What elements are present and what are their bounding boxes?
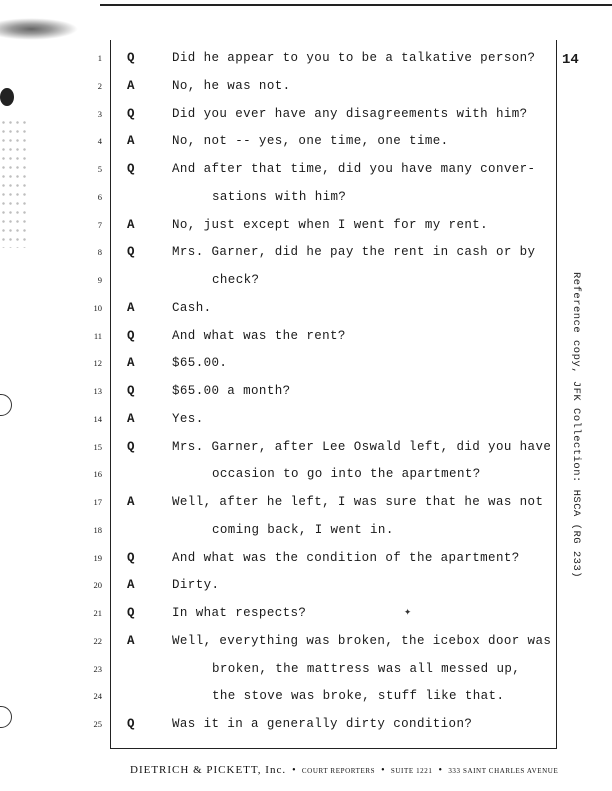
speaker-label: A	[127, 495, 135, 509]
footer	[130, 764, 558, 776]
line-number: 16	[93, 469, 102, 480]
line-number: 24	[93, 691, 102, 702]
transcript-line	[0, 159, 612, 179]
footer-suite: SUITE 1221	[390, 767, 433, 775]
transcript-line	[0, 353, 612, 373]
speaker-label: A	[127, 78, 135, 93]
transcript-line	[0, 575, 612, 595]
line-text: Well, everything was broken, the icebox door was	[172, 633, 552, 648]
transcript-line	[0, 270, 612, 290]
speaker-label: Q	[127, 162, 135, 176]
speaker-label: Q	[127, 606, 135, 620]
speaker-label: Q	[127, 439, 135, 454]
line-text: No, he was not.	[172, 78, 291, 93]
transcript-line	[0, 48, 612, 68]
line-number: 21	[93, 608, 102, 618]
line-text: Yes.	[172, 411, 204, 426]
speaker-label: A	[127, 633, 135, 648]
footer-separator: •	[438, 765, 443, 776]
transcript-line	[0, 187, 612, 207]
transcript-line	[0, 548, 612, 568]
transcript-line	[0, 409, 612, 429]
line-number: 18	[93, 524, 102, 535]
line-number: 10	[93, 302, 102, 313]
line-number: 11	[93, 330, 102, 341]
speaker-label: Q	[127, 550, 135, 565]
speaker-label: A	[127, 356, 135, 371]
transcript-line	[0, 631, 612, 651]
speaker-label: A	[127, 134, 135, 149]
footer-role: COURT REPORTERS	[301, 767, 376, 775]
line-text: Did he appear to you to be a talkative person?	[172, 51, 536, 65]
line-text: Dirty.	[172, 578, 220, 593]
line-number: 9	[97, 275, 102, 285]
line-text: occasion to go into the apartment?	[212, 467, 481, 482]
transcript-line	[0, 298, 612, 318]
line-text: Did you ever have any disagreements with him?	[172, 106, 528, 121]
line-text: $65.00.	[172, 356, 228, 371]
line-number: 4	[97, 136, 102, 147]
line-number: 7	[97, 219, 102, 230]
line-text: Was it in a generally dirty condition?	[172, 717, 473, 731]
line-number: 1	[97, 53, 102, 63]
line-number: 23	[93, 663, 102, 674]
footer-address: 333 SAINT CHARLES AVENUE	[448, 767, 559, 775]
transcript-line	[0, 215, 612, 235]
line-number: 20	[93, 580, 102, 591]
transcript-line	[0, 464, 612, 484]
line-text: coming back, I went in.	[212, 522, 394, 537]
page-number: 14	[562, 52, 579, 68]
line-number: 19	[93, 552, 102, 563]
line-number: 17	[93, 497, 102, 507]
line-number: 3	[97, 108, 102, 119]
transcript-line	[0, 242, 612, 262]
line-number: 25	[93, 719, 102, 729]
speaker-label: Q	[127, 384, 135, 398]
transcript-line	[0, 520, 612, 540]
line-text: No, not -- yes, one time, one time.	[172, 134, 449, 149]
line-number: 22	[93, 635, 102, 646]
speaker-label: Q	[127, 328, 135, 343]
line-number: 12	[93, 358, 102, 369]
transcript-line	[0, 437, 612, 457]
line-text: the stove was broke, stuff like that.	[212, 689, 505, 704]
line-text: Well, after he left, I was sure that he was not	[172, 495, 544, 509]
line-text: In what respects?	[172, 606, 307, 620]
stray-mark: ✦	[404, 605, 412, 619]
reference-stamp: Reference copy, JFK Collection: HSCA (RG 233)	[570, 272, 582, 579]
transcript-line	[0, 76, 612, 96]
speaker-label: A	[127, 300, 135, 315]
line-number: 15	[93, 441, 102, 452]
line-text: sations with him?	[212, 189, 347, 204]
line-number: 2	[97, 80, 102, 91]
line-text: check?	[212, 273, 260, 287]
line-number: 8	[97, 247, 102, 258]
transcript-line	[0, 326, 612, 346]
line-text: No, just except when I went for my rent.	[172, 217, 489, 232]
transcript-line	[0, 104, 612, 124]
line-text: broken, the mattress was all messed up,	[212, 661, 521, 676]
speaker-label: A	[127, 411, 135, 426]
speaker-label: Q	[127, 51, 135, 65]
transcript-line	[0, 381, 612, 401]
line-text: Cash.	[172, 300, 212, 315]
speaker-label: A	[127, 217, 135, 232]
line-number: 14	[93, 413, 102, 424]
transcript-line	[0, 659, 612, 679]
line-text: And after that time, did you have many conver-	[172, 162, 536, 176]
speaker-label: Q	[127, 717, 135, 731]
scan-smudge	[0, 18, 78, 40]
footer-firm: DIETRICH & PICKETT, Inc.	[130, 764, 287, 776]
speaker-label: Q	[127, 245, 135, 260]
line-number: 6	[97, 191, 102, 202]
speaker-label: A	[127, 578, 135, 593]
line-text: $65.00 a month?	[172, 384, 291, 398]
line-text: Mrs. Garner, after Lee Oswald left, did you have	[172, 439, 552, 454]
line-text: And what was the condition of the apartment?	[172, 550, 520, 565]
line-text: Mrs. Garner, did he pay the rent in cash or by	[172, 245, 536, 260]
transcript-line	[0, 686, 612, 706]
transcript-line	[0, 714, 612, 734]
footer-separator: •	[381, 765, 385, 776]
footer-separator: •	[292, 765, 296, 776]
transcript-line	[0, 603, 612, 623]
line-number: 5	[97, 164, 102, 174]
top-rule	[100, 4, 612, 6]
transcript-line	[0, 492, 612, 512]
line-number: 13	[93, 386, 102, 396]
transcript-line	[0, 131, 612, 151]
speaker-label: Q	[127, 106, 135, 121]
line-text: And what was the rent?	[172, 328, 346, 343]
